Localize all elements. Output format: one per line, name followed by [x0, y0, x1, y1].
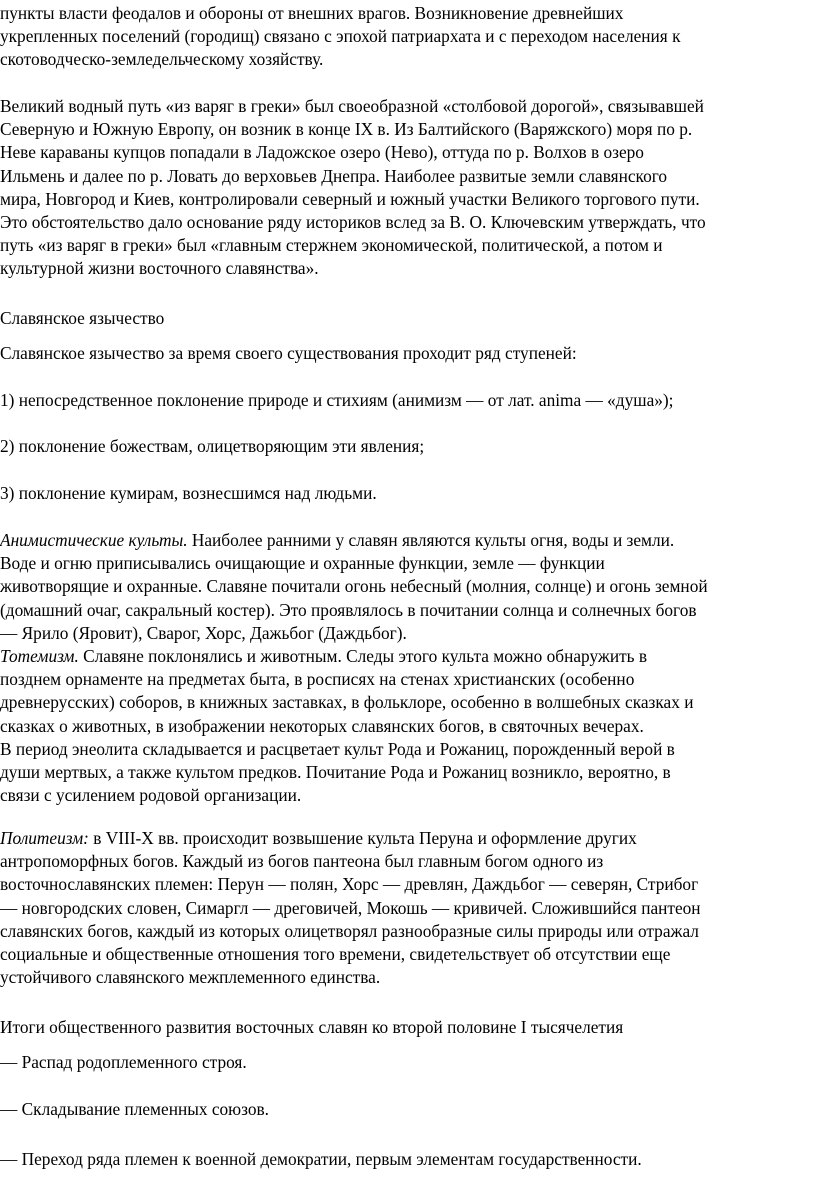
- text-run: в VIII-X вв. происходит возвышение культа Перуна и оформление других: [88, 828, 637, 848]
- text-line: 3) поклонение кумирам, вознесшимся над людьми.: [0, 483, 377, 503]
- text-line: [0, 827, 812, 850]
- heading-text: Славянское язычество: [0, 308, 165, 328]
- section-heading-results: [0, 1016, 816, 1039]
- heading-text: Итоги общественного развития восточных славян ко второй половине I тысячелетия: [0, 1017, 624, 1037]
- text-line: Воде и огню приписывались очищающие и охранные функции, земле — функции: [0, 553, 605, 574]
- paragraph-polytheism: [0, 827, 816, 989]
- text-line: (домашний очаг, сакральный костер). Это проявлялось в почитании солнца и солнечных богов: [0, 599, 697, 620]
- paragraph-fortified-settlements: [0, 2, 816, 72]
- text-line: Неве караваны купцов попадали в Ладожское озеро (Нево), оттуда по р. Волхов в озеро: [0, 142, 644, 163]
- text-line: Это обстоятельство дало основание ряду историков вслед за В. О. Ключевским утверждать, что: [0, 211, 706, 232]
- text-line: Славянское язычество за время своего существования проходит ряд ступеней:: [0, 343, 577, 363]
- text-line: [0, 529, 812, 552]
- italic-term-totemism: Тотемизм.: [0, 646, 79, 666]
- text-line: — Ярило (Яровит), Сварог, Хорс, Дажьбог (Даждьбог).: [0, 622, 407, 643]
- text-line: культурной жизни восточного славянства».: [0, 258, 319, 279]
- text-line: устойчивого славянского межплеменного единства.: [0, 967, 381, 988]
- text-line: — Переход ряда племен к военной демократии, первым элементам государственности.: [0, 1149, 642, 1169]
- text-line: мира, Новгород и Киев, контролировали северный и южный участки Великого торгового пути.: [0, 188, 700, 209]
- paragraph-rod-rozhanitsy: [0, 738, 816, 808]
- text-line: путь «из варяг в греки» был «главным стержнем экономической, политической, а потом и: [0, 235, 663, 256]
- italic-term-animistic: Анимистические культы.: [0, 530, 188, 550]
- text-line: социальные и общественные отношения того времени, свидетельствует об отсутствии еще: [0, 943, 671, 964]
- text-line: сказках о животных, в изображении некоторых славянских богов, в святочных вечерах.: [0, 715, 644, 736]
- text-line: славянских богов, каждый из которых олицетворял разнообразные силы природы или отражал: [0, 920, 699, 941]
- list-item-stage-2: [0, 435, 816, 458]
- text-line: укрепленных поселений (городищ) связано с эпохой патриархата и с переходом населения к: [0, 26, 681, 47]
- text-line: Северную и Южную Европу, он возник в конце IX в. Из Балтийского (Варяжского) моря по р.: [0, 119, 693, 140]
- text-line: [0, 645, 812, 668]
- text-line: пункты власти феодалов и обороны от внешних врагов. Возникновение древнейших: [0, 3, 624, 23]
- text-line: 1) непосредственное поклонение природе и стихиям (анимизм — от лат. anima — «душа»);: [0, 390, 674, 410]
- text-line: Великий водный путь «из варяг в греки» был своеобразной «столбовой дорогой», связывавшей: [0, 96, 704, 116]
- paragraph-animistic-cults: [0, 529, 816, 645]
- text-line: древнерусских) соборов, в книжных заставках, в фольклоре, особенно в волшебных сказках и: [0, 692, 694, 713]
- list-item-result-1: [0, 1051, 816, 1074]
- text-line: восточнославянских племен: Перун — полян, Хорс — древлян, Даждьбог — северян, Стрибог: [0, 874, 699, 895]
- text-line: — Распад родоплеменного строя.: [0, 1052, 247, 1072]
- list-item-stage-1: [0, 389, 816, 412]
- text-line: 2) поклонение божествам, олицетворяющим эти явления;: [0, 436, 425, 456]
- text-line: души мертвых, а также культом предков. Почитание Рода и Рожаниц возникло, вероятно, в: [0, 762, 671, 783]
- list-item-result-3: [0, 1148, 816, 1171]
- text-line: — Складывание племенных союзов.: [0, 1099, 269, 1119]
- text-line: Ильмень и далее по р. Ловать до верховьев Днепра. Наиболее развитые земли славянского: [0, 165, 668, 186]
- text-line: животворящие и охранные. Славяне почитали огонь небесный (молния, солнце) и огонь земной: [0, 576, 708, 597]
- text-line: — новгородских словен, Симаргл — дреговичей, Мокошь — кривичей. Сложившийся пантеон: [0, 897, 701, 918]
- section-heading-paganism: [0, 307, 816, 330]
- paragraph-totemism: [0, 645, 816, 738]
- text-run: Славяне поклонялись и животным. Следы этого культа можно обнаружить в: [78, 646, 648, 666]
- text-run: Наиболее ранними у славян являются культы огня, воды и земли.: [187, 530, 675, 550]
- text-line: скотоводческо-земледельческому хозяйству.: [0, 49, 324, 70]
- text-line: В период энеолита складывается и расцветает культ Рода и Рожаниц, порожденный верой в: [0, 739, 675, 759]
- paragraph-stages-intro: [0, 342, 816, 365]
- list-item-result-2: [0, 1098, 816, 1121]
- text-line: позднем орнаменте на предметах быта, в росписях на стенах христианских (особенно: [0, 669, 635, 690]
- text-line: связи с усилением родовой организации.: [0, 785, 302, 806]
- paragraph-varangians-to-greeks: [0, 95, 816, 281]
- italic-term-polytheism: Политеизм:: [0, 828, 89, 848]
- list-item-stage-3: [0, 482, 816, 505]
- text-line: антропоморфных богов. Каждый из богов пантеона был главным богом одного из: [0, 851, 604, 872]
